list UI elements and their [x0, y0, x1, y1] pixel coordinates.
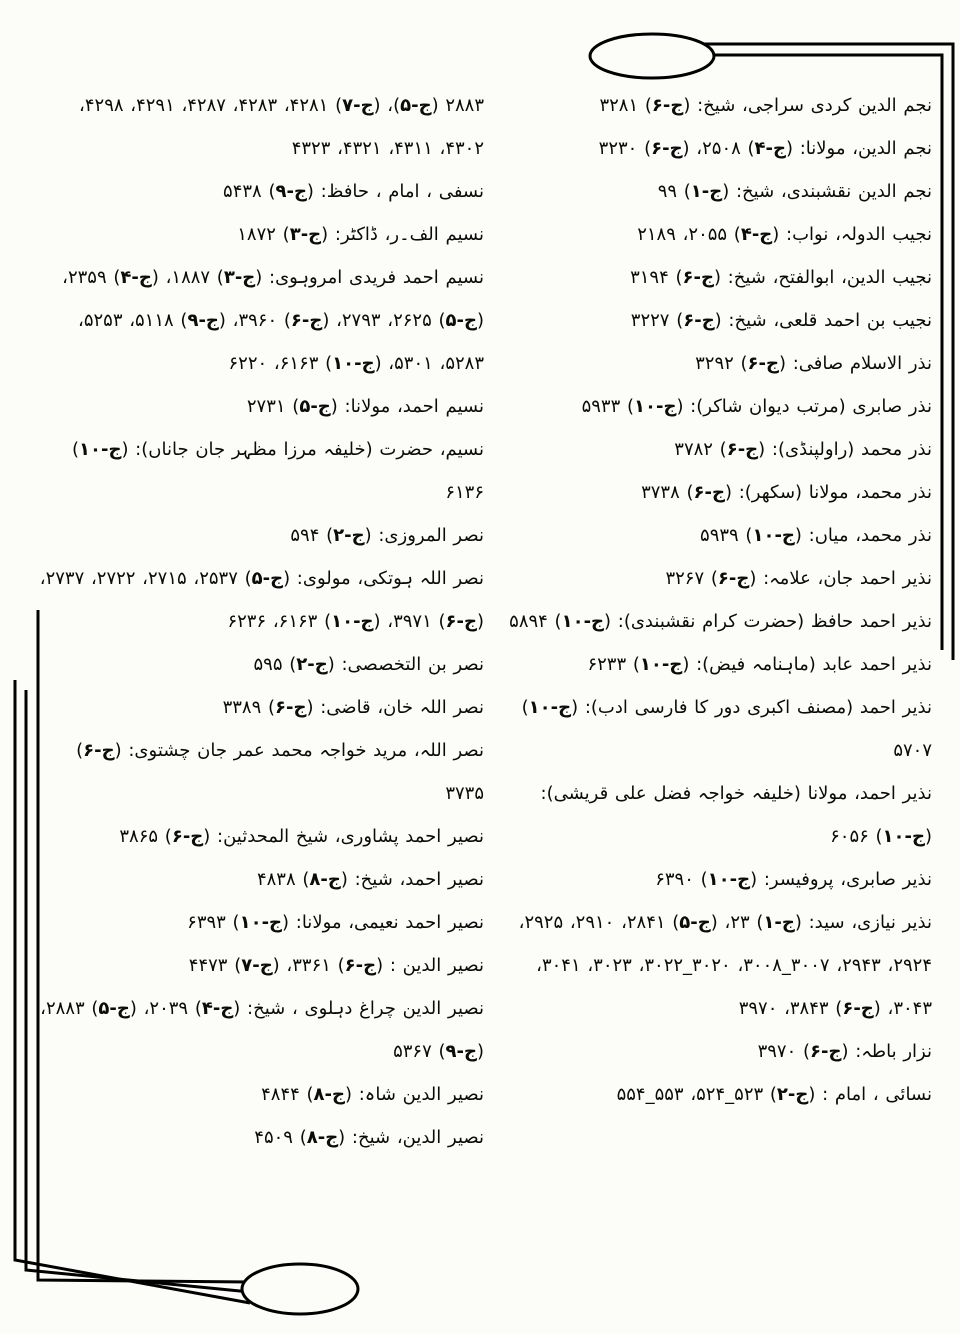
index-entry: نجم الدین، مولانا: (ج-۴) ۲۵۰۸، (ج-۶) ۳۲۳۰	[598, 138, 932, 159]
index-entry: نصر بن التخصصی: (ج-۲) ۵۹۵	[253, 654, 484, 675]
index-entry: نسیم الف۔ر، ڈاکٹر: (ج-۳) ۱۸۷۲	[237, 224, 484, 245]
index-entry: نسیم احمد فریدی امروہوی: (ج-۳) ۱۸۸۷، (ج-۴) ۲۳۵۹، (ج-۵) ۲۶۲۵، ۲۷۹۳، (ج-۶) ۳۹۶۰، (ج-۹) ۵۱۱۸، ۵۲۵۳، ۵۲۸۳، ۵۳۰۱، (ج-۱۰) ۶۱۶۳، ۶۲۲۰	[62, 267, 484, 374]
index-entry: نصر اللہ، مرید خواجہ محمد عمر جان چشتوی: (ج-۶) ۳۷۳۵	[76, 740, 484, 804]
index-entry: نذیر احمد (مصنف اکبری دور کا فارسی ادب): (ج-۱۰) ۵۷۰۷	[521, 697, 932, 761]
index-entry: نذیر نیازی، سید: (ج-۱) ۲۳، (ج-۵) ۲۸۴۱، ۲۹۱۰، ۲۹۲۵، ۲۹۲۴، ۲۹۴۳، ۳۰۰۷_۳۰۰۸، ۳۰۲۰_۳۰۲۲، ۳۰۲۳، ۳۰۴۱، ۳۰۴۳، (ج-۶) ۳۸۴۳، ۳۹۷۰	[518, 912, 932, 1019]
index-entry: نجیب بن احمد قلعی، شیخ: (ج-۶) ۳۲۲۷	[630, 310, 932, 331]
index-entry: نصیر الدین، شیخ: (ج-۸) ۴۵۰۹	[254, 1127, 484, 1148]
bottom-ornament-ellipse	[242, 1264, 358, 1314]
index-entry: نصیر الدین چراغ دہلوی ، شیخ: (ج-۴) ۲۰۳۹، (ج-۵) ۲۸۸۳، (ج-۹) ۵۳۶۷	[40, 998, 484, 1062]
index-entry: نذیر صابری، پروفیسر: (ج-۱۰) ۶۳۹۰	[655, 869, 932, 890]
index-entry: نسفی ، امام ، حافظ: (ج-۹) ۵۴۳۸	[223, 181, 484, 202]
index-entry: نذیر احمد جان، علامہ: (ج-۶) ۳۲۶۷	[665, 568, 932, 589]
index-entry: نذر محمد، میاں: (ج-۱۰) ۵۹۳۹	[700, 525, 932, 546]
index-entry: نذر محمد (راولپنڈی): (ج-۶) ۳۷۸۲	[674, 439, 932, 460]
index-entry: نصر المروزی: (ج-۲) ۵۹۴	[290, 525, 484, 546]
index-entry: نذر صابری (مرتب دیوان شاکر): (ج-۱۰) ۵۹۳۳	[581, 396, 932, 417]
top-ornament-ellipse	[590, 34, 714, 78]
index-entry: نصیر احمد، شیخ: (ج-۸) ۴۸۳۸	[256, 869, 484, 890]
index-entry: نصر اللہ ہوتکی، مولوی: (ج-۵) ۲۵۳۷، ۲۷۱۵، ۲۷۲۲، ۲۷۳۷، (ج-۶) ۳۹۷۱، (ج-۱۰) ۶۱۶۳، ۶۲۳۶	[39, 568, 484, 632]
index-entry: نجم الدین نقشبندی، شیخ: (ج-۱) ۹۹	[657, 181, 932, 202]
index-entry: نذر محمد، مولانا (سکھر): (ج-۶) ۳۷۳۸	[641, 482, 932, 503]
index-entry: نذر الاسلام صافی: (ج-۶) ۳۲۹۲	[695, 353, 932, 374]
index-column-right	[498, 84, 932, 1116]
index-entry: نسائی ، امام : (ج-۲) ۵۲۳_۵۲۴، ۵۵۳_۵۵۴	[616, 1084, 932, 1105]
index-entry: نسیم احمد، مولانا: (ج-۵) ۲۷۳۱	[246, 396, 484, 417]
index-entry-continuation: ۲۸۸۳ (ج-۵)، (ج-۷) ۴۲۸۱، ۴۲۸۳، ۴۲۸۷، ۴۲۹۱، ۴۲۹۸، ۴۳۰۲، ۴۳۱۱، ۴۳۲۱، ۴۳۲۳	[79, 95, 484, 159]
index-entry: نذیر احمد حافظ (حضرت کرام نقشبندی): (ج-۱۰) ۵۸۹۴	[509, 611, 932, 632]
index-entry: نجیب الدولہ، نواب: (ج-۴) ۲۰۵۵، ۲۱۸۹	[637, 224, 932, 245]
index-entry: نصیر الدین : (ج-۶) ۳۳۶۱، (ج-۷) ۴۴۷۳	[188, 955, 484, 976]
index-entry: نصر اللہ خان، قاضی: (ج-۶) ۳۳۸۹	[222, 697, 484, 718]
index-entry: نذیر احمد، مولانا (خلیفہ خواجہ فضل علی قریشی): (ج-۱۰) ۶۰۵۶	[540, 783, 932, 847]
index-entry: نجم الدین کردی سراجی، شیخ: (ج-۶) ۳۲۸۱	[599, 95, 932, 116]
index-entry: نصیر احمد نعیمی، مولانا: (ج-۱۰) ۶۳۹۳	[187, 912, 484, 933]
index-entry: نصیر احمد پشاوری، شیخ المحدثین: (ج-۶) ۳۸۶۵	[119, 826, 484, 847]
index-entry: نسیم، حضرت (خلیفہ مرزا مظہر جان جاناں): (ج-۱۰) ۶۱۳۶	[71, 439, 484, 503]
index-entry: نصیر الدین شاہ: (ج-۸) ۴۸۴۴	[261, 1084, 484, 1105]
index-column-left	[32, 84, 484, 1159]
index-entry: نجیب الدین، ابوالفتح، شیخ: (ج-۶) ۳۱۹۴	[630, 267, 932, 288]
index-entry: نذیر احمد عابد (ماہنامہ فیض): (ج-۱۰) ۶۲۳۳	[587, 654, 932, 675]
index-entry: نزار باطہ: (ج-۶) ۳۹۷۰	[757, 1041, 932, 1062]
